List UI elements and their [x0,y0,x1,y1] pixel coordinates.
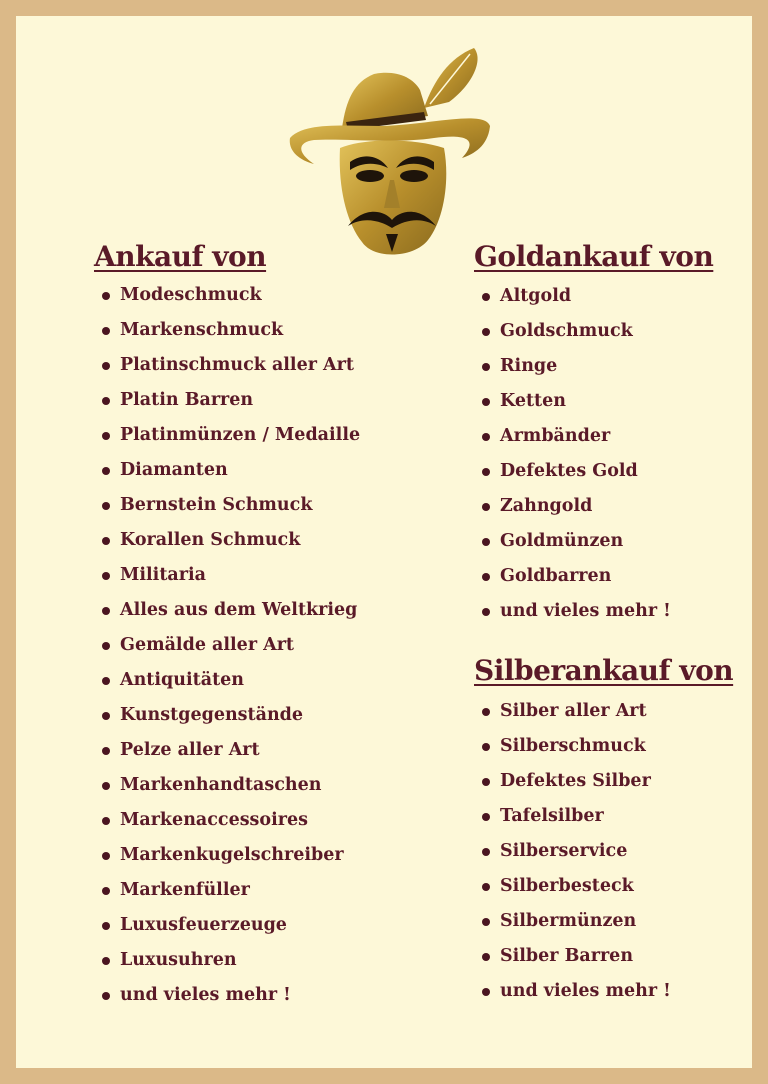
list-item: Silberbesteck [480,869,671,904]
list-item: Silberservice [480,834,671,869]
list-item: Goldbarren [480,559,671,594]
list-item: Modeschmuck [100,278,360,313]
list-item: Platinschmuck aller Art [100,348,360,383]
list-item: Militaria [100,558,360,593]
list-item: und vieles mehr ! [100,978,360,1013]
list-item: Markenfüller [100,873,360,908]
list-item: Bernstein Schmuck [100,488,360,523]
list-item: Markenaccessoires [100,803,360,838]
list-item: Antiquitäten [100,663,360,698]
list-item: Alles aus dem Weltkrieg [100,593,360,628]
list-item: Korallen Schmuck [100,523,360,558]
list-item: Pelze aller Art [100,733,360,768]
heading-ankauf: Ankauf von [94,240,267,273]
list-item: Silberschmuck [480,729,671,764]
list-item: Ringe [480,349,671,384]
list-item: Gemälde aller Art [100,628,360,663]
list-item: Kunstgegenstände [100,698,360,733]
list-item: Platin Barren [100,383,360,418]
list-item: und vieles mehr ! [480,974,671,1009]
list-item: Armbänder [480,419,671,454]
list-item: Defektes Silber [480,764,671,799]
list-item: Goldmünzen [480,524,671,559]
list-ankauf [100,278,360,1013]
list-item: Zahngold [480,489,671,524]
list-item: Silber aller Art [480,694,671,729]
list-item: Markenschmuck [100,313,360,348]
list-item: Luxusuhren [100,943,360,978]
heading-silberankauf: Silberankauf von [474,654,734,687]
list-item: Tafelsilber [480,799,671,834]
list-item: und vieles mehr ! [480,594,671,629]
list-item: Markenkugelschreiber [100,838,360,873]
list-goldankauf [480,279,671,629]
flyer-page [16,16,752,1068]
list-item: Platinmünzen / Medaille [100,418,360,453]
list-item: Diamanten [100,453,360,488]
list-silberankauf [480,694,671,1009]
list-item: Altgold [480,279,671,314]
list-item: Goldschmuck [480,314,671,349]
musketeer-mask-logo [284,30,494,266]
list-item: Markenhandtaschen [100,768,360,803]
list-item: Silber Barren [480,939,671,974]
list-item: Silbermünzen [480,904,671,939]
list-item: Luxusfeuerzeuge [100,908,360,943]
list-item: Ketten [480,384,671,419]
list-item: Defektes Gold [480,454,671,489]
heading-goldankauf: Goldankauf von [474,240,714,273]
